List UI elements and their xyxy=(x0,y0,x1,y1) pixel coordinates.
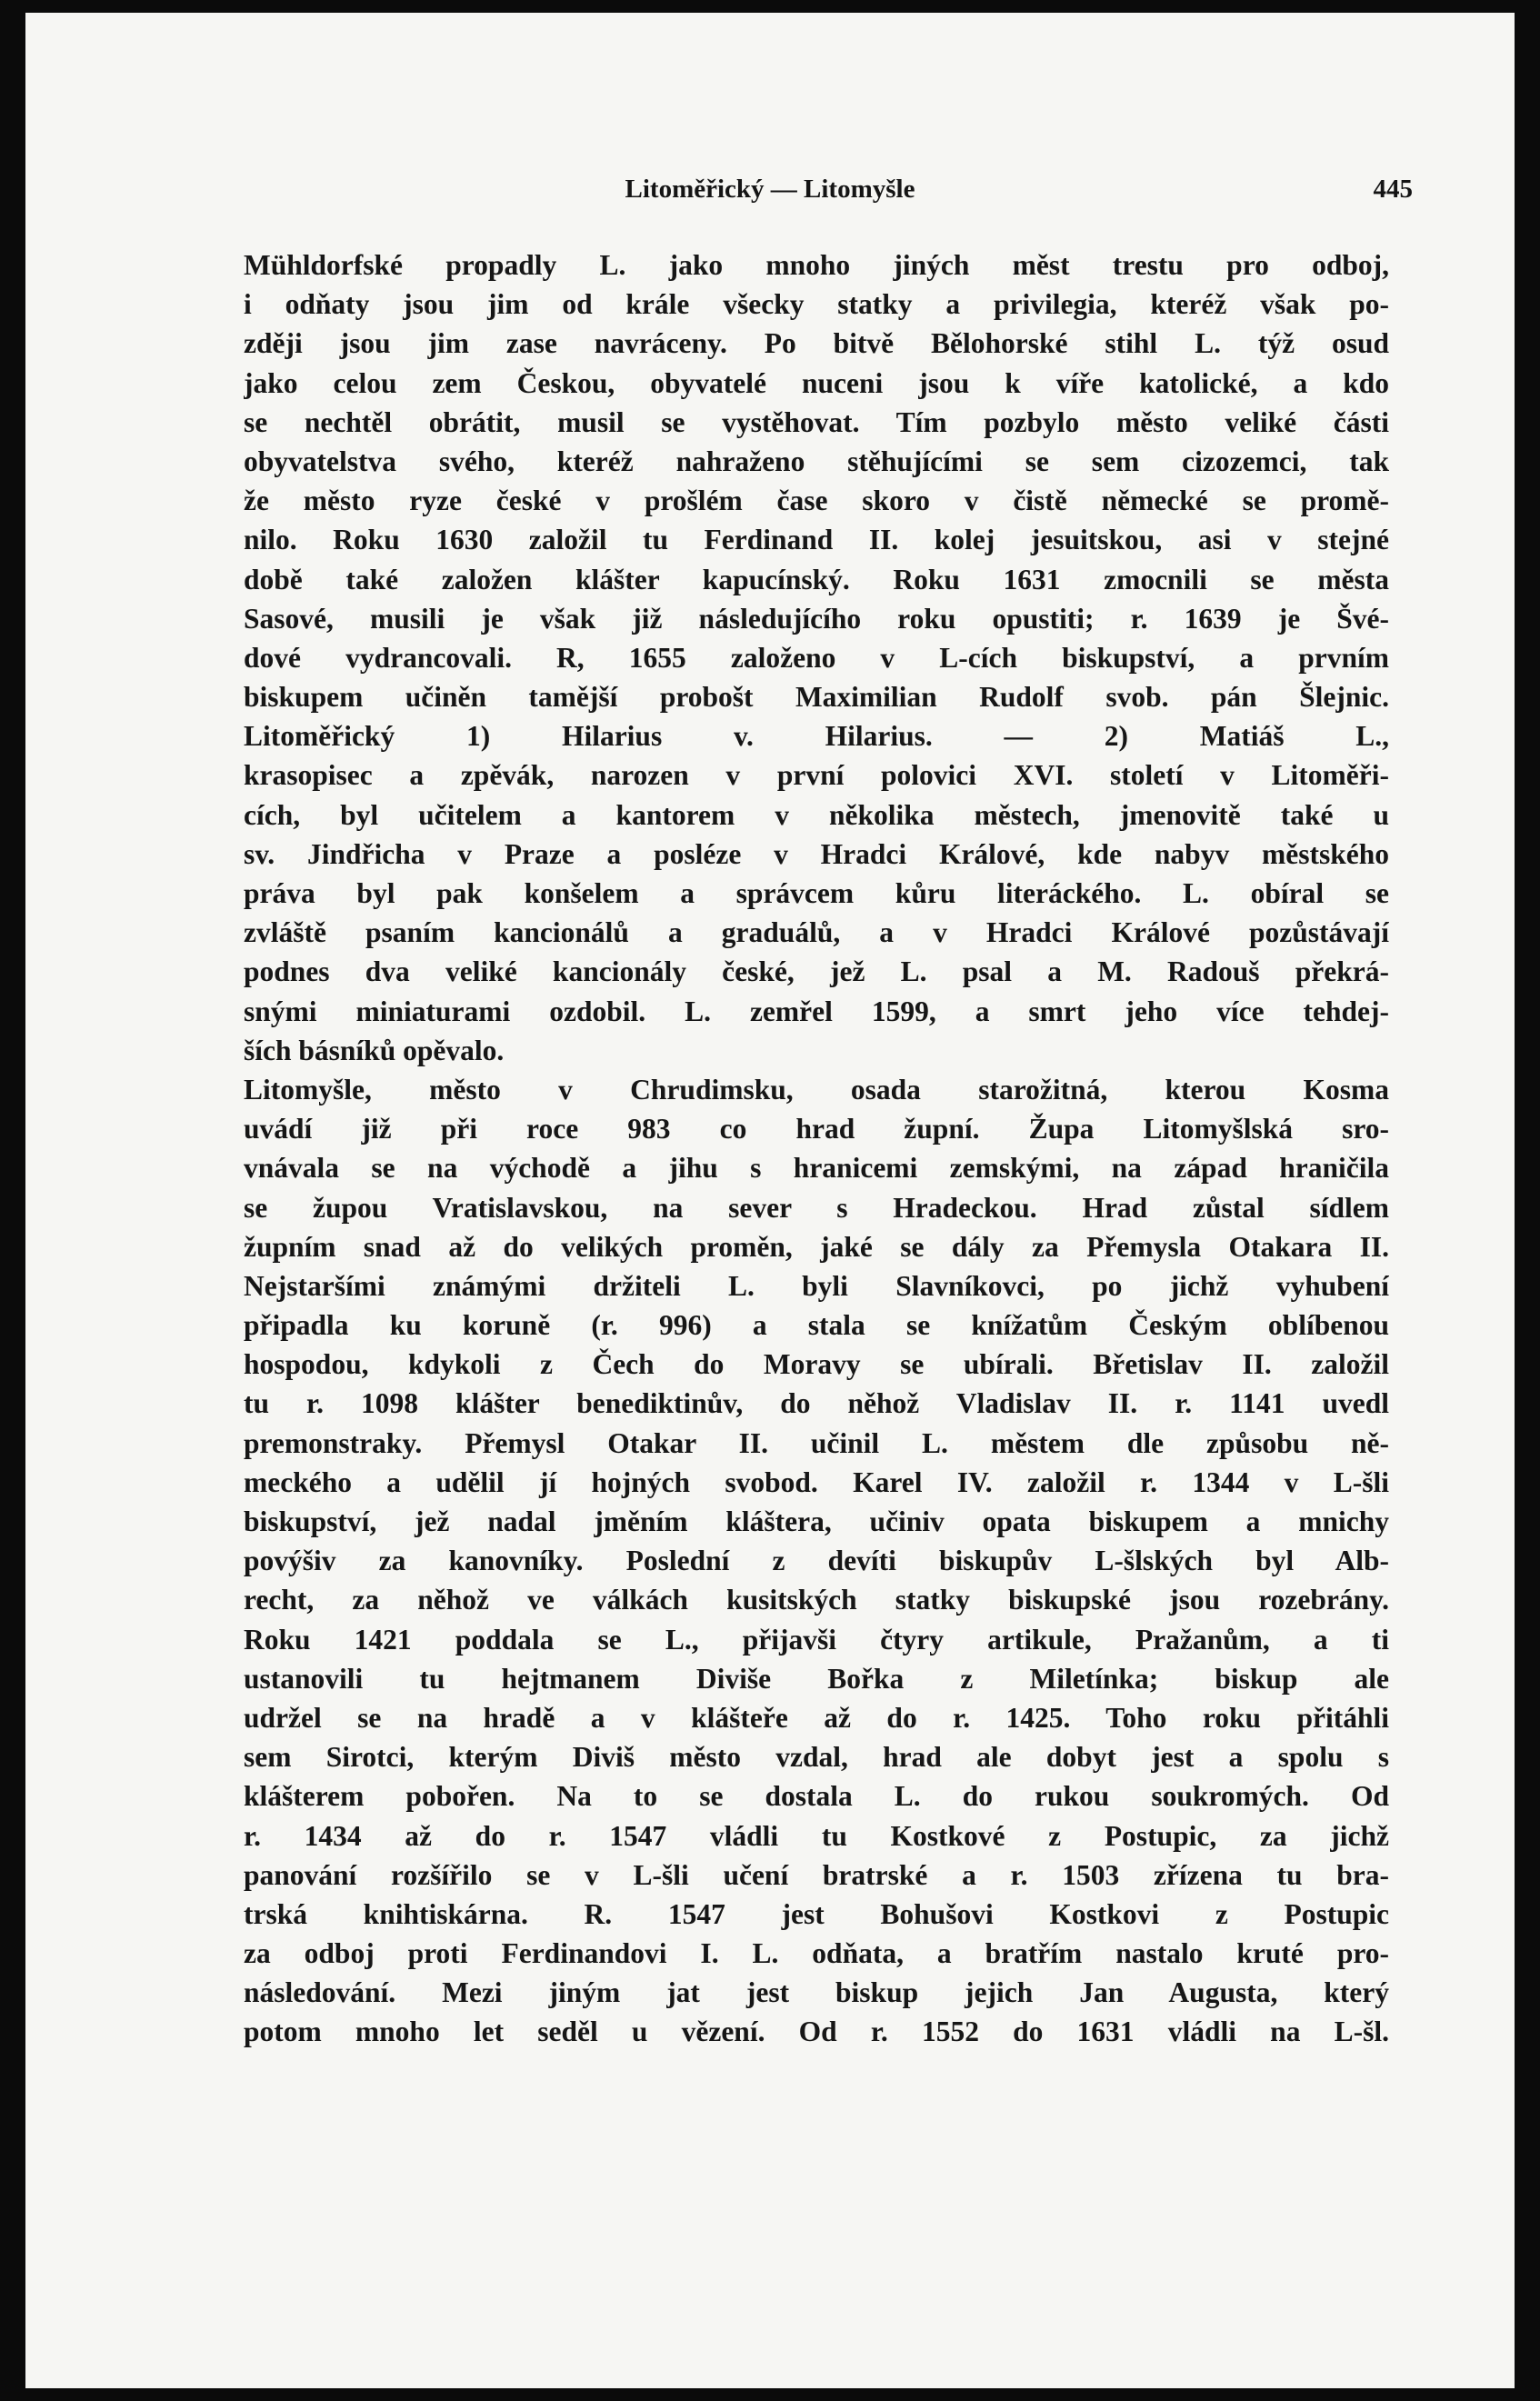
text-line: Roku 1421 poddala se L., přijavši čtyry artikule, Pražanům, a ti xyxy=(244,1623,1389,1656)
text-line: snými miniaturami ozdobil. L. zemřel 1599, a smrt jeho více tehdej- xyxy=(244,995,1389,1027)
text-line: biskupem učiněn tamější probošt Maximilian Rudolf svob. pán Šlejnic. xyxy=(244,681,1389,714)
text-line: Nejstaršími známými držiteli L. byli Slavníkovci, po jichž vyhubení xyxy=(244,1269,1389,1302)
text-line: připadla ku koruně (r. 996) a stala se knížatům Českým oblíbenou xyxy=(244,1309,1389,1342)
text-line: sv. Jindřicha v Praze a posléze v Hradci Králové, kde nabyv městského xyxy=(244,837,1389,870)
text-line: době také založen klášter kapucínský. Roku 1631 zmocnili se města xyxy=(244,563,1389,595)
text-line: zvláště psaním kancionálů a graduálů, a v Hradci Králové pozůstávají xyxy=(244,916,1389,949)
text-line: biskupství, jež nadal jměním kláštera, učiniv opata biskupem a mnichy xyxy=(244,1506,1389,1537)
text-line: r. 1434 až do r. 1547 vládli tu Kostkové z Postupic, za jichž xyxy=(244,1819,1389,1852)
text-line: povýšiv za kanovníky. Poslední z devíti biskupův L-šlských byl Alb- xyxy=(244,1545,1389,1577)
text-line: Mühldorfské propadly L. jako mnoho jiných měst trestu pro odboj, xyxy=(244,249,1389,281)
body-text xyxy=(244,245,1389,2091)
text-line: premonstraky. Přemysl Otakar II. učinil L. městem dle způsobu ně- xyxy=(244,1426,1389,1459)
running-head: Litoměřický — Litomyšle xyxy=(625,175,915,204)
text-line: jako celou zem Českou, obyvatelé nuceni jsou k víře katolické, a kdo xyxy=(244,366,1389,399)
text-line: Sasové, musili je však již následujícího roku opustiti; r. 1639 je Švé- xyxy=(244,602,1389,635)
text-line: krasopisec a zpěvák, narozen v první polovici XVI. století v Litoměři- xyxy=(244,759,1389,792)
page-header xyxy=(25,175,1515,215)
text-line xyxy=(244,2052,1389,2091)
text-line: podnes dva veliké kancionály české, jež L. psal a M. Radouš překrá- xyxy=(244,955,1389,988)
text-line: recht, za něhož ve válkách kusitských statky biskupské jsou rozebrány. xyxy=(244,1584,1389,1616)
text-line: následování. Mezi jiným jat jest biskup jejich Jan Augusta, který xyxy=(244,1976,1389,2009)
page-number: 445 xyxy=(1373,175,1413,204)
text-line: nilo. Roku 1630 založil tu Ferdinand II. kolej jesuitskou, asi v stejné xyxy=(244,524,1389,556)
entry-heading-line: Litoměřický 1) Hilarius v. Hilarius. — 2) Matiáš L., xyxy=(244,720,1389,753)
text-line: ších básníků opěvalo. xyxy=(244,1034,505,1066)
text-line: i odňaty jsou jim od krále všecky statky a privilegia, kteréž však po- xyxy=(244,288,1389,321)
text-line: meckého a udělil jí hojných svobod. Karel IV. založil r. 1344 v L-šli xyxy=(244,1466,1389,1498)
text-line: udržel se na hradě a v klášteře až do r. 1425. Toho roku přitáhli xyxy=(244,1701,1389,1734)
text-line: trská knihtiskárna. R. 1547 jest Bohušovi Kostkovi z Postupic xyxy=(244,1897,1389,1930)
text-line: vnávala se na východě a jihu s hranicemi zemskými, na západ hraničila xyxy=(244,1152,1389,1185)
text-line: potom mnoho let seděl u vězení. Od r. 1552 do 1631 vládli na L-šl. xyxy=(244,2016,1389,2048)
entry-heading-line: Litomyšle, město v Chrudimsku, osada starožitná, kterou Kosma xyxy=(244,1073,1389,1105)
text-line: práva byl pak konšelem a správcem kůru literáckého. L. obíral se xyxy=(244,877,1389,909)
text-line: zději jsou jim zase navráceny. Po bitvě Bělohorské stihl L. týž osud xyxy=(244,327,1389,360)
book-page xyxy=(25,13,1515,2388)
text-line: ustanovili tu hejtmanem Diviše Bořka z Miletínka; biskup ale xyxy=(244,1662,1389,1695)
text-line: obyvatelstva svého, kteréž nahraženo stěhujícími se sem cizozemci, tak xyxy=(244,445,1389,477)
text-line: panování rozšířilo se v L-šli učení bratrské a r. 1503 zřízena tu bra- xyxy=(244,1858,1389,1891)
text-line: sem Sirotci, kterým Diviš město vzdal, hrad ale dobyt jest a spolu s xyxy=(244,1741,1389,1774)
text-line: dové vydrancovali. R, 1655 založeno v L-cích biskupství, a prvním xyxy=(244,641,1389,674)
text-line: za odboj proti Ferdinandovi I. L. odňata, a bratřím nastalo kruté pro- xyxy=(244,1937,1389,1970)
text-line: klášterem pobořen. Na to se dostala L. do rukou soukromých. Od xyxy=(244,1780,1389,1813)
text-line: se nechtěl obrátit, musil se vystěhovat. Tím pozbylo město veliké části xyxy=(244,405,1389,438)
text-line: uvádí již při roce 983 co hrad župní. Župa Litomyšlská sro- xyxy=(244,1113,1389,1145)
text-line: že město ryze české v prošlém čase skoro v čistě německé se promě- xyxy=(244,485,1389,517)
text-line: se župou Vratislavskou, na sever s Hradeckou. Hrad zůstal sídlem xyxy=(244,1191,1389,1224)
text-line: hospodou, kdykoli z Čech do Moravy se ubírali. Břetislav II. založil xyxy=(244,1348,1389,1381)
text-line: tu r. 1098 klášter benediktinův, do něhož Vladislav II. r. 1141 uvedl xyxy=(244,1387,1389,1420)
text-line: župním snad až do velikých proměn, jaké se dály za Přemysla Otakara II. xyxy=(244,1230,1389,1263)
text-line: cích, byl učitelem a kantorem v několika městech, jmenovitě také u xyxy=(244,798,1389,831)
